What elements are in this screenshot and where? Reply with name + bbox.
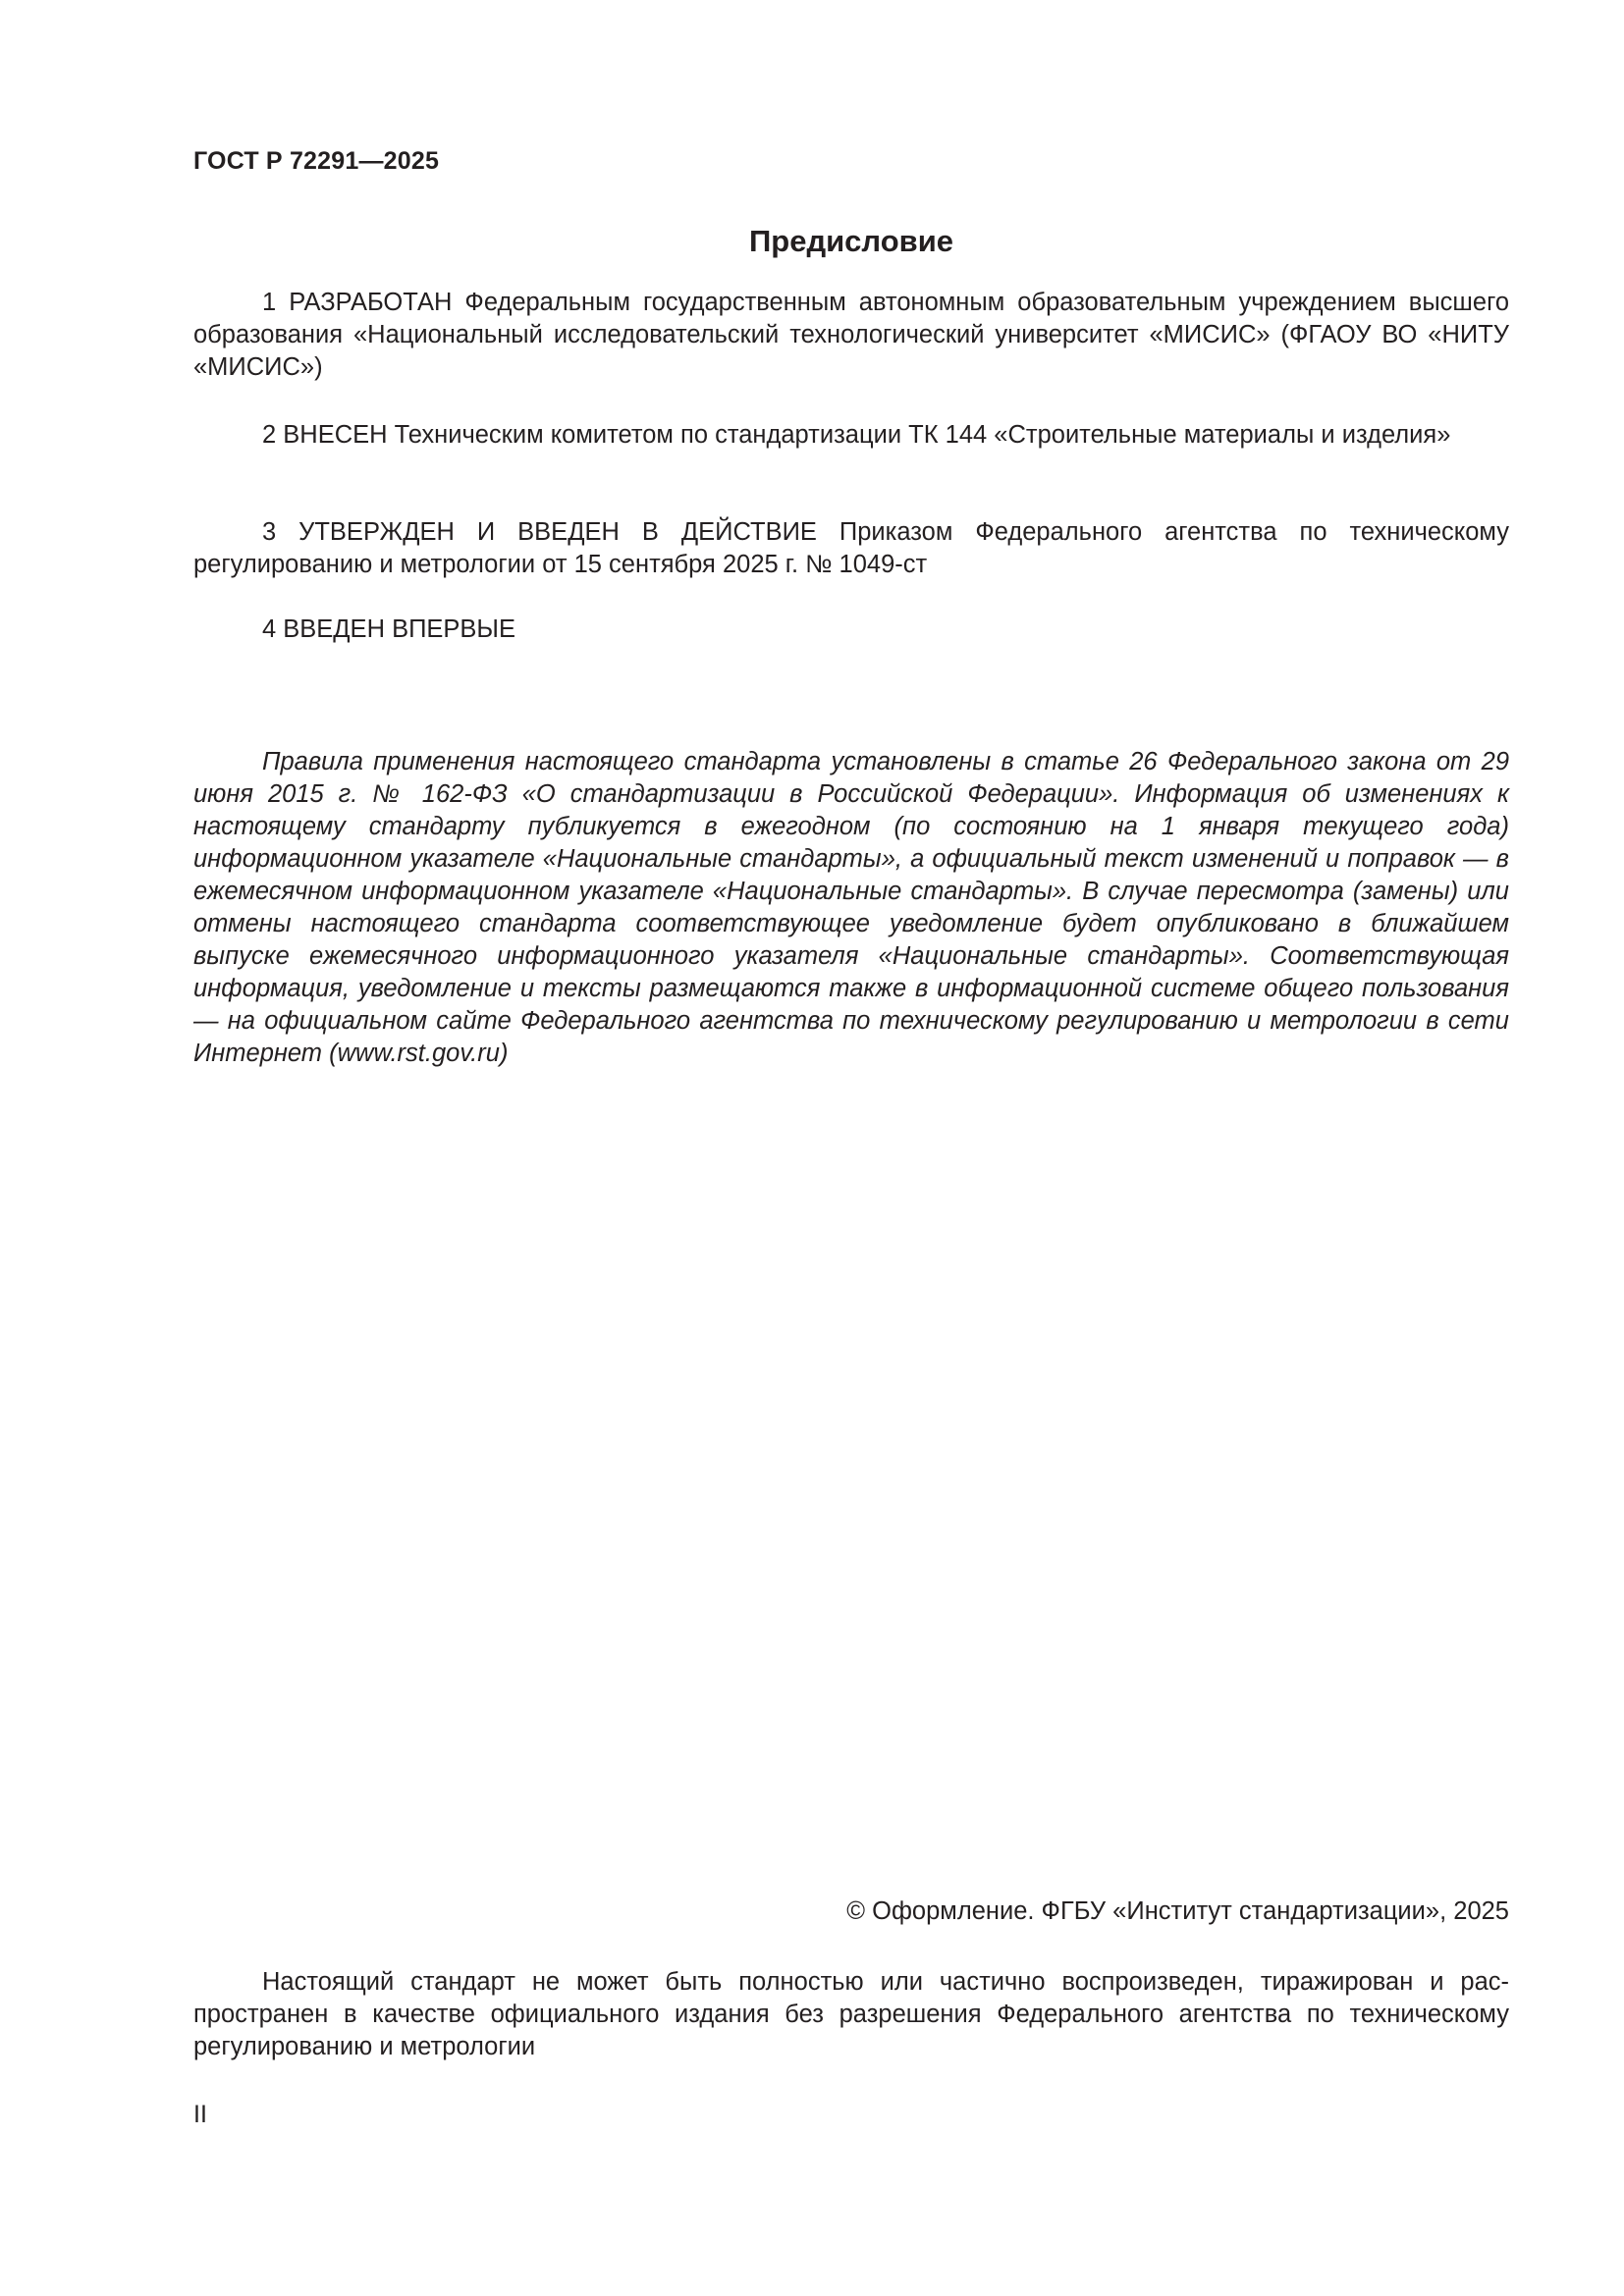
application-rules-text: Правила применения настоящего стандарта установлены в статье 26 Федерального закона от 29 июня 2015 г. № 162-ФЗ «О стандартизации в Российской Федерации». Информация об изменениях к настоящему стандарту публикуется в ежегодном (по состоянию на 1 января текущего года) информационном указателе «Национальные стандарты», а официальный текст изменений и поправок — в ежемесячном информационном указателе «Национальные стандарты». В случае пересмотра (замены) или отмены настоящего стандарта соответствующее уведомление будет опубликовано в ближайшем выпуске ежемесячного информационного указателя «Национальные стандарты». Соответствующая информация, уведомление и тексты размещаются также в информационной системе общего пользования — на официальном сайте Федерального агентства по техническому регулированию и метрологии в сети Интернет (www.rst.gov.ru) [193,748,1509,1067]
page-title: Предисловие [748,224,953,258]
reproduction-notice: Настоящий стандарт не может быть полностью или частично воспроизведен, тиражирован и распространен в качестве официального издания без разрешения Федерального агентства по техническому регулированию и метрологии [193,1968,1509,2060]
foreword-item-3: 3 УТВЕРЖДЕН И ВВЕДЕН В ДЕЙСТВИЕ Приказом Федерального агентства по техническому регулированию и метрологии от 15 сентября 2025 г. № 1049-ст [193,518,1509,578]
copyright-notice: © Оформление. ФГБУ «Институт стандартизации», 2025 [846,1897,1509,1925]
page-number: II [193,2101,207,2128]
document-id: ГОСТ Р 72291—2025 [193,147,440,175]
foreword-item-4: 4 ВВЕДЕН ВПЕРВЫЕ [262,615,516,643]
foreword-item-1: 1 РАЗРАБОТАН Федеральным государственным автономным образовательным учреждением высшего образования «Национальный исследовательский технологический университет «МИСИС» (ФГАОУ ВО «НИТУ «МИСИС») [193,289,1509,381]
foreword-item-2: 2 ВНЕСЕН Техническим комитетом по стандартизации ТК 144 «Строительные материалы и изделия» [262,421,1451,449]
